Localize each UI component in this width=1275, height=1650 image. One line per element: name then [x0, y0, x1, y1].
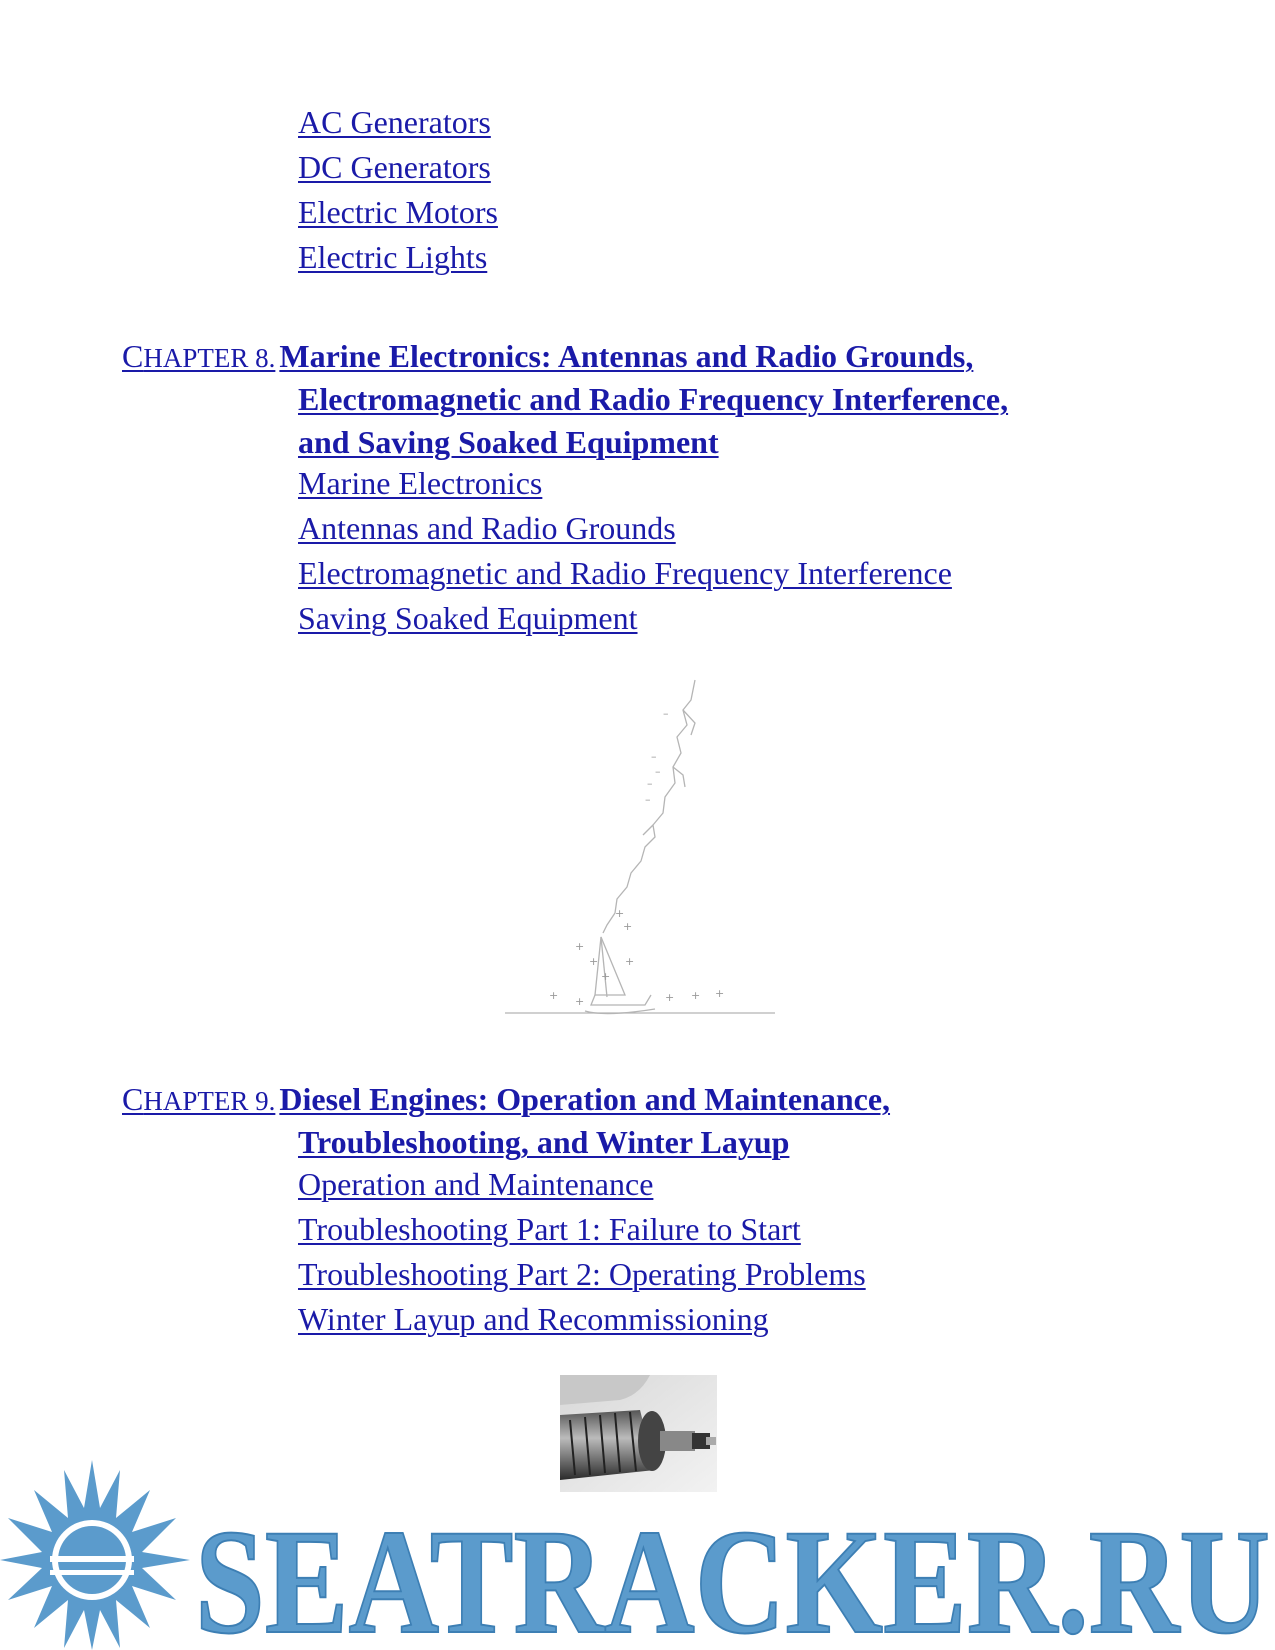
- toc-link-emi-rfi[interactable]: Electromagnetic and Radio Frequency Interference: [298, 555, 952, 591]
- chapter9-title-line2[interactable]: Troubleshooting, and Winter Layup: [298, 1124, 790, 1160]
- svg-text:–: –: [647, 777, 653, 790]
- toc-link-electric-motors[interactable]: Electric Motors: [298, 194, 498, 230]
- svg-text:–: –: [651, 750, 657, 763]
- chapter8-title-line2[interactable]: Electromagnetic and Radio Frequency Interference,: [298, 381, 1009, 417]
- toc-link-marine-electronics[interactable]: Marine Electronics: [298, 465, 543, 501]
- toc-link-troubleshooting-part2[interactable]: Troubleshooting Part 2: Operating Problems: [298, 1256, 866, 1292]
- svg-text:–: –: [655, 765, 661, 778]
- toc-link-item: [298, 461, 952, 506]
- svg-text:+: +: [715, 987, 725, 1000]
- svg-text:+: +: [623, 920, 633, 933]
- chapter8-title-line3[interactable]: and Saving Soaked Equipment: [298, 424, 719, 460]
- chapter8-row-1: [122, 335, 1222, 378]
- toc-link-operation-maintenance[interactable]: Operation and Maintenance: [298, 1166, 654, 1202]
- svg-text:+: +: [589, 955, 599, 968]
- chapter9-title-line1[interactable]: Diesel Engines: Operation and Maintenance,: [279, 1081, 891, 1117]
- toc-link-ac-generators[interactable]: AC Generators: [298, 104, 491, 140]
- svg-text:–: –: [645, 793, 651, 806]
- toc-link-item: [298, 100, 498, 145]
- toc-link-item: [298, 1162, 866, 1207]
- chapter7-section-list: [298, 100, 498, 280]
- chapter8-heading: [122, 335, 1222, 464]
- chapter9-heading: [122, 1078, 1222, 1164]
- lightning-sailboat-illustration: [505, 675, 775, 1020]
- toc-link-item: [298, 145, 498, 190]
- toc-link-electric-lights[interactable]: Electric Lights: [298, 239, 488, 275]
- seatracker-watermark: [0, 1460, 1275, 1650]
- toc-link-troubleshooting-part1[interactable]: Troubleshooting Part 1: Failure to Start: [298, 1211, 801, 1247]
- svg-text:+: +: [575, 995, 585, 1008]
- toc-link-item: [298, 1252, 866, 1297]
- chapter8-row-3: [122, 421, 1222, 464]
- toc-link-item: [298, 1297, 866, 1342]
- toc-link-saving-soaked-equipment[interactable]: Saving Soaked Equipment: [298, 600, 638, 636]
- toc-link-item: [298, 551, 952, 596]
- toc-link-item: [298, 235, 498, 280]
- chapter9-section-list: [298, 1162, 866, 1342]
- watermark-text: SEATRACKER.RU: [195, 1499, 1270, 1650]
- chapter8-title-line1[interactable]: Marine Electronics: Antennas and Radio Grounds,: [279, 338, 974, 374]
- toc-link-item: [298, 1207, 866, 1252]
- svg-text:+: +: [601, 970, 611, 983]
- toc-link-item: [298, 596, 952, 641]
- svg-text:+: +: [691, 989, 701, 1002]
- chapter9-row-1: [122, 1078, 1222, 1121]
- chapter8-prefix-link[interactable]: CHAPTER 8.: [122, 338, 276, 374]
- chapter8-section-list: [298, 461, 952, 641]
- svg-text:–: –: [663, 707, 669, 720]
- svg-text:+: +: [575, 940, 585, 953]
- toc-link-dc-generators[interactable]: DC Generators: [298, 149, 491, 185]
- chapter9-row-2: [122, 1121, 1222, 1164]
- chapter8-row-2: [122, 378, 1222, 421]
- toc-link-item: [298, 190, 498, 235]
- chapter9-prefix-link[interactable]: CHAPTER 9.: [122, 1081, 276, 1117]
- svg-text:+: +: [615, 907, 625, 920]
- toc-link-winter-layup[interactable]: Winter Layup and Recommissioning: [298, 1301, 769, 1337]
- svg-text:+: +: [549, 989, 559, 1002]
- svg-text:+: +: [625, 955, 635, 968]
- svg-text:+: +: [665, 991, 675, 1004]
- sun-logo-icon: [0, 1460, 190, 1650]
- toc-link-item: [298, 506, 952, 551]
- toc-link-antennas-radio-grounds[interactable]: Antennas and Radio Grounds: [298, 510, 676, 546]
